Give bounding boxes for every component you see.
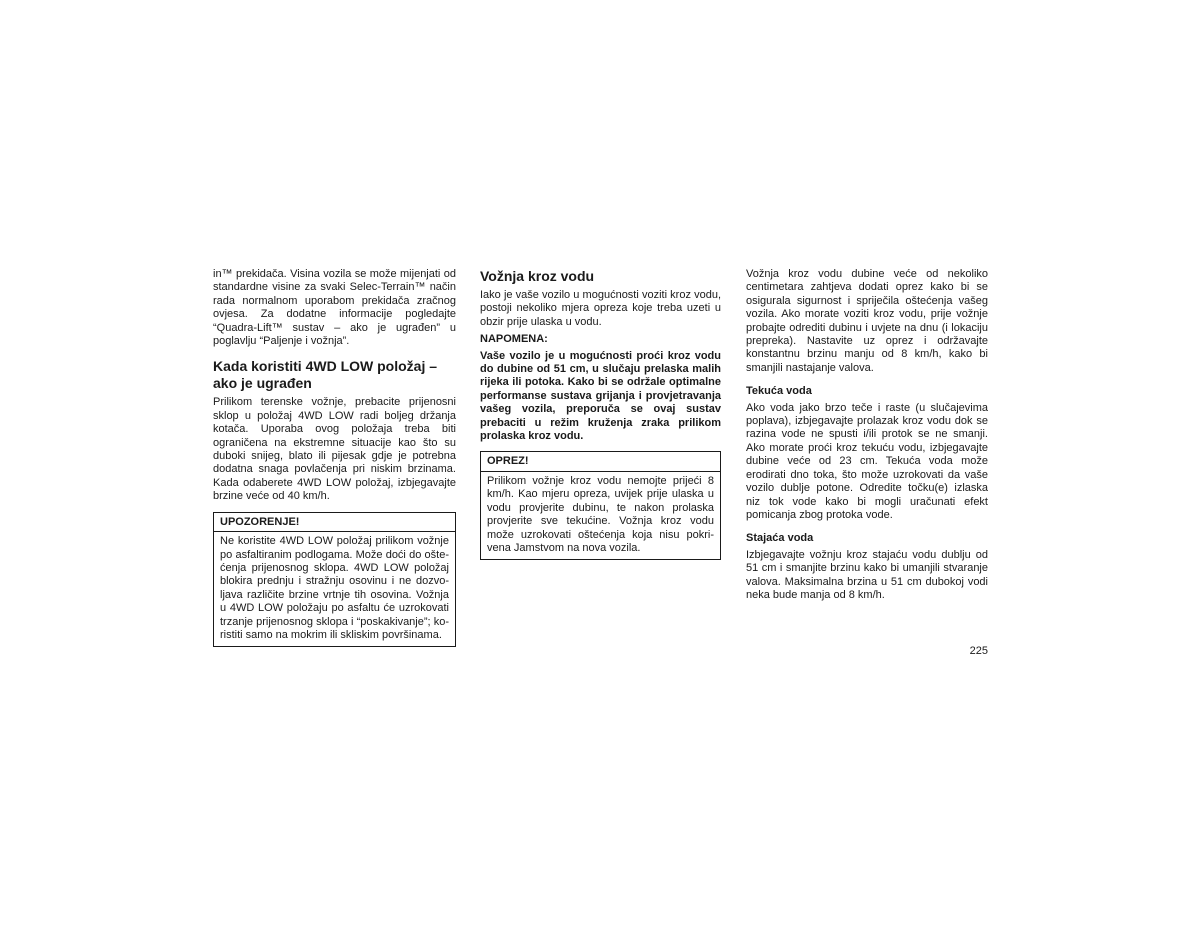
note-text: Vaše vozilo je u mogućnosti proći kroz vodu do dubine od 51 cm, u slučaju prelaska malih rijeka ili potoka. Kako bi se održale optimalne performanse sustava grijanja i provjetravanja vašeg vozila, preporuča se ovaj sustav prebaciti u režim kruženja zraka prilikom prolaska kroz vodu.: [480, 349, 721, 443]
column-right: [746, 268, 988, 602]
body-paragraph-4wd-low: Prilikom terenske vožnje, prebacite prijenosni sklop u položaj 4WD LOW radi boljeg držanja kotača. Uporaba ovog položaja treba biti ograničena na ekstremne situacije kao što su duboki snijeg, blato ili pijesak gdje je potrebna dodatna snaga povlačenja pri niskim brzinama. Kada odaberete 4WD LOW položaj, izbjegavajte brzine veće od 40 km/h.: [213, 396, 456, 503]
section-heading-4wd-low: Kada koristiti 4WD LOW položaj – ako je ugrađen: [213, 358, 438, 392]
standing-water-paragraph: Izbjegavajte vožnju kroz stajaću vodu dublju od 51 cm i smanjite brzinu kako bi umanjili stvaranje valova. Maksimalna brzina u 51 cm dubokoj vodi neka bude manja od 8 km/h.: [746, 548, 988, 601]
warning-box: [213, 512, 456, 648]
warning-title: UPOZORENJE!: [214, 516, 455, 532]
section-heading-water: Vožnja kroz vodu: [480, 268, 595, 284]
deep-water-paragraph: Vožnja kroz vodu dubine veće od nekoliko centimetara zahtjeva dodati oprez kako bi se osigurala sigurnost i spriječila oštećenja vašeg vozila. Ako morate voziti kroz vodu, prije vožnje probajte odrediti dubinu i uvjete na dnu (i lokaciju prepreka). Nastavite uz oprez i održavajte konstantnu brzinu manju od 8 km/h, kako bi smanjili nastajanje valova.: [746, 268, 988, 374]
page-number: 225: [969, 645, 988, 657]
column-left: [213, 268, 456, 647]
warning-text: Ne koristite 4WD LOW položaj prilikom vožnje po asfaltiranim podlogama. Može doći do oštećenja prijenosnog sklopa. 4WD LOW položaj blokira prednju i stražnju osovinu i ne dozvoljava različite brzine vrtnje tih osovina. Vožnja u 4WD LOW položaju po asfaltu će uzrokovati trzanje prijenosnog sklopa i “poskakivanje”; koristiti samo na mokrim ili skliskim površinama.: [220, 535, 449, 641]
subheading-flowing-water: Tekuća voda: [746, 385, 812, 398]
subheading-standing-water: Stajaća voda: [746, 532, 814, 545]
water-intro-paragraph: Iako je vaše vozilo u mogućnosti voziti kroz vodu, postoji nekoliko mjera opreza koje treba uzeti u obzir prije ulaska u vodu.: [480, 289, 721, 328]
flowing-water-paragraph: Ako voda jako brzo teče i raste (u slučajevima poplava), izbjegavajte prolazak kroz vodu dok se razina vode ne spusti i/ili protok se ne smanji. Ako morate proći kroz tekuću vodu, izbjegavajte dubine veće od 23 cm. Tekuća voda može erodirati dno toka, što može uzrokovati da vaše vozilo dublje potone. Odredite točku(e) izlaska niz tok vode kako bi mogli uračunati efekt pomicanja zbog protoka vode.: [746, 401, 988, 521]
column-middle: [480, 268, 721, 560]
intro-paragraph: in™ prekidača. Visina vozila se može mijenjati od standardne visine za svaki Selec-Terrain™ način rada normalnom uporabom prekidača zračnog ovjesa. Za dodatne informacije pogledajte “Quadra-Lift™ sustav – ako je ugrađen” u poglavlju “Paljenje i vožnja”.: [213, 268, 456, 348]
caution-text: Prilikom vožnje kroz vodu nemojte prijeći 8 km/h. Kao mjeru opreza, uvijek prije ulaska u vodu provjerite dubinu, te nakon prolaska provjerite sve tekućine. Vožnja kroz vodu može uzrokovati oštećenja koja nisu pokrivena Jamstvom na nova vozila.: [487, 474, 714, 554]
caution-box: [480, 451, 721, 560]
note-label: NAPOMENA:: [480, 333, 548, 346]
caution-title: OPREZ!: [481, 455, 720, 471]
